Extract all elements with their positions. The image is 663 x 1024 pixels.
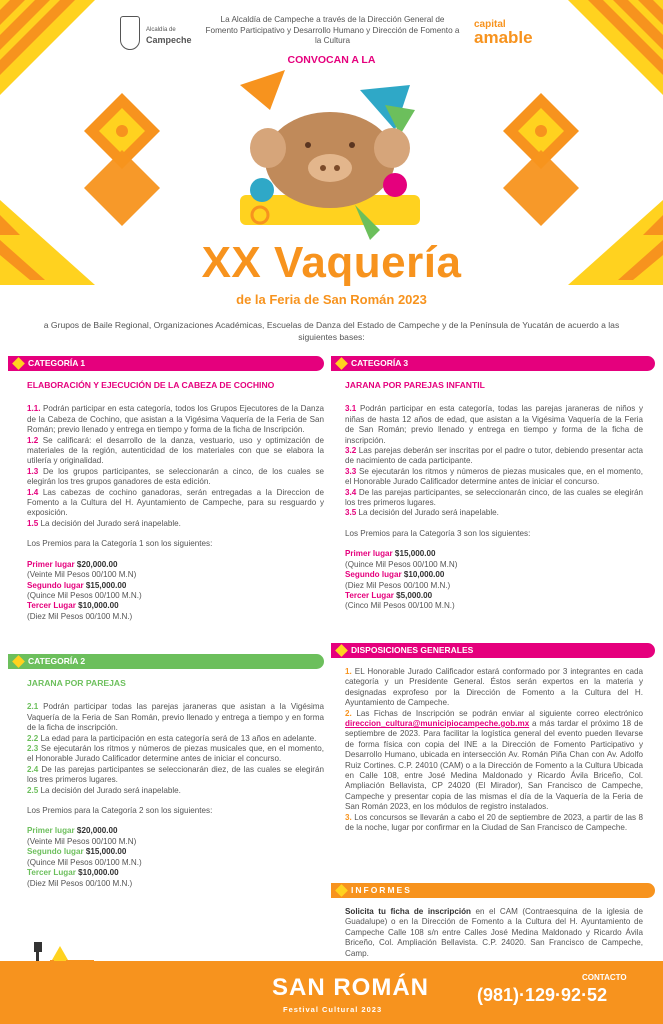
cat3-prize-label: Tercer Lugar xyxy=(345,590,394,600)
cat1-item-number: 1.2 xyxy=(27,435,39,445)
cat1-prize-words: (Veinte Mil Pesos 00/100 M.N) xyxy=(27,570,137,580)
alcaldia-name: Campeche xyxy=(146,35,192,45)
cat1-item-number: 1.4 xyxy=(27,487,39,497)
cat3-prize xyxy=(345,591,643,601)
disposicion-1-number: 1. xyxy=(345,667,352,676)
informes-bar xyxy=(331,883,655,898)
category-2-subtitle: JARANA POR PAREJAS xyxy=(27,678,126,688)
intro-text: a Grupos de Baile Regional, Organizaciones Académicas, Escuelas de Danza del Estado de Campeche y de la Península de Yucatán de acuerdo a las siguientes bases: xyxy=(43,320,620,342)
cat1-prize xyxy=(27,560,324,570)
alcaldia-logo xyxy=(112,16,202,56)
cat3-prize-amount: $5,000.00 xyxy=(393,590,433,600)
cat1-item xyxy=(27,467,324,488)
cat1-prize xyxy=(27,601,324,611)
category-1-premios: Los Premios para la Categoría 1 son los siguientes: xyxy=(27,539,213,549)
disposicion-2-text-b: a más tardar el próximo 18 de septiembre de 2023. Para facilitar la logística general del evento pueden llevarse de forma física con copia del INE a la Dirección de Fomento Participativo y Desarrollo Humano, ubicada en intersección Av. Román Piña Chan con Av. Adolfo Ruiz Cortines. C.P. 24010 (CAM) o a la Dirección de Fomento a la Cultura Ubicada en Calle 108, entre José Medina Maldonado y Ricardo Ávila Briceño, Col. Ampliación Bellavista, CP 24020 (El Mirador), San Francisco de Campeche, Campeche y presentar copia de las mismas el día de la Vaquería de la Feria de San Román 2023, en los módulos de registro instalados. xyxy=(345,719,643,812)
cat1-prize-label: Segundo lugar xyxy=(27,580,84,590)
cat2-item xyxy=(27,734,324,744)
diamond-icon xyxy=(335,357,348,370)
category-3-subtitle: JARANA POR PAREJAS INFANTIL xyxy=(345,380,485,390)
cat3-prize-label: Primer lugar xyxy=(345,549,393,559)
alcaldia-small-text: Alcaldía de xyxy=(146,27,176,33)
cat3-item-text: Podrán participar en esta categoría, todas las parejas jaraneras de niños y niñas de hasta 12 años de edad, que asistan a la Vigésima Vaquería de la Feria de San Román; previo llenado y entrega en tiempo y forma de la ficha de inscripción. xyxy=(345,404,643,445)
cat2-item xyxy=(27,786,324,796)
top-right-flag-icon xyxy=(568,0,663,95)
disposicion-1 xyxy=(345,667,643,709)
disposicion-3-number: 3. xyxy=(345,812,352,822)
festival-text: Festival Cultural 2023 xyxy=(283,1005,383,1014)
convocan-heading: CONVOCAN A LA xyxy=(287,54,376,66)
category-1-content xyxy=(27,380,324,622)
cat3-item xyxy=(345,446,643,467)
cat3-item-number: 3.2 xyxy=(345,446,357,456)
disposicion-3-text: Los concursos se llevarán a cabo el 20 de septiembre de 2023, a partir de las 8 de la noche, lugar por confirmar en la Ciudad de San Francisco de Campeche. xyxy=(345,812,643,833)
cat2-item-number: 2.3 xyxy=(27,744,39,754)
category-2-content xyxy=(27,678,324,889)
cat1-item xyxy=(27,488,324,519)
san-roman-logo: SAN ROMÁN xyxy=(272,974,429,1001)
cat2-prize-amount: $20,000.00 xyxy=(74,826,118,836)
cat3-prize-words: (Quince Mil Pesos 00/100 M.N) xyxy=(345,559,458,569)
disposiciones-bar xyxy=(331,643,655,658)
category-1-subtitle: ELABORACIÓN Y EJECUCIÓN DE LA CABEZA DE COCHINO xyxy=(27,380,275,390)
cat2-item-number: 2.2 xyxy=(27,733,39,743)
cat3-item-number: 3.5 xyxy=(345,508,357,518)
cat3-prize-label: Segundo lugar xyxy=(345,570,402,580)
cat1-item-text: De los grupos participantes, se seleccionarán a cinco, de los cuales se elegirán los tres grupos ganadores de esta edición. xyxy=(27,466,324,487)
cat3-item xyxy=(345,404,643,446)
cat2-item-number: 2.5 xyxy=(27,785,39,795)
cat1-item-text: La decisión del Jurado será inapelable. xyxy=(38,518,181,528)
cat2-item-number: 2.4 xyxy=(27,764,39,774)
disposicion-2 xyxy=(345,709,643,813)
organizer-text: La Alcaldía de Campeche a través de la Dirección General de Fomento Participativo y Desarrollo Humano y Dirección de Fomento a la Cultura xyxy=(205,15,460,45)
cat2-item xyxy=(27,765,324,786)
informes-lead: Solicita tu ficha de inscripción xyxy=(345,907,471,916)
cat3-item-number: 3.1 xyxy=(345,404,357,414)
category-2-prizes xyxy=(27,826,324,888)
cat2-prize-words: (Diez Mil Pesos 00/100 M.N.) xyxy=(27,878,133,888)
cat2-prize xyxy=(27,847,324,857)
category-3-premios: Los Premios para la Categoría 3 son los siguientes: xyxy=(345,528,531,538)
disposicion-2-text-a: Las Fichas de Inscripción se podrán enviar al siguiente correo electrónico xyxy=(351,708,643,718)
footer xyxy=(0,961,663,1024)
cat2-item-text: La decisión del Jurado será inapelable. xyxy=(38,785,181,795)
cat1-item-text: Las cabezas de cochino ganadoras, serán entregadas a la Direccion de Fomento a la Cultura del H. Ayuntamiento de Campeche, para su resguardo y exposición. xyxy=(27,487,324,518)
cat1-item-number: 1.3 xyxy=(27,466,39,476)
cat3-prize-amount: $10,000.00 xyxy=(401,570,445,580)
phone-number[interactable]: (981)·129·92·52 xyxy=(477,985,608,1005)
cat2-prize-label: Tercer Lugar xyxy=(27,868,76,878)
contacto-label: CONTACTO xyxy=(582,973,627,982)
cat3-prize-words: (Cinco Mil Pesos 00/100 M.N.) xyxy=(345,601,455,611)
informes-text: en el CAM (Contraesquina de la iglesia de Guadalupe) o en la Dirección de Fomento a la Cultura del H. Ayuntamiento de Campeche Calle 108 s/n entre Calles José Medina Maldonado y Ricardo Ávila Briceño, Col. Ampliación Bellavista. C.P. 24020. San Francisco de Campeche, Camp. xyxy=(345,907,643,958)
right-diamond-pattern-icon xyxy=(503,93,579,226)
diamond-icon xyxy=(12,655,25,668)
cat3-prize xyxy=(345,570,643,580)
cat2-item xyxy=(27,744,324,765)
capital-amable-logo xyxy=(474,20,554,46)
cat2-item-text: De las parejas participantes se seleccionarán diez, de las cuales se elegirán los tres primeros lugares. xyxy=(27,764,324,785)
cat3-prize xyxy=(345,549,643,559)
cat2-prize-words: (Veinte Mil Pesos 00/100 M.N) xyxy=(27,836,137,846)
diamond-icon xyxy=(335,884,348,897)
crest-icon xyxy=(120,16,140,50)
cat3-prize-amount: $15,000.00 xyxy=(392,549,436,559)
cat3-item-text: La decisión del Jurado será inapelable. xyxy=(356,508,499,518)
disposicion-3 xyxy=(345,813,643,834)
cat2-prize-words: (Quince Mil Pesos 00/100 M.N.) xyxy=(27,857,142,867)
disposicion-1-text: EL Honorable Jurado Calificador estará conformado por 3 integrantes en cada categoría y un Presidente General. Éstos serán expertos en la materia y designadas exprofeso por la Dirección de Fomento a la Cultura del H. Ayuntamiento de Campeche. xyxy=(345,667,643,708)
category-3-prizes xyxy=(345,549,643,611)
category-2-premios: Los Premios para la Categoría 2 son los siguientes: xyxy=(27,806,213,816)
cat2-item-text: La edad para la participación en esta categoría será de 13 años en adelante. xyxy=(38,733,317,743)
email-link[interactable]: direccion_cultura@municipiocampeche.gob.mx xyxy=(345,719,530,729)
cat1-prize-label: Primer lugar xyxy=(27,559,75,569)
diamond-icon xyxy=(335,644,348,657)
cat1-prize-label: Tercer Lugar xyxy=(27,601,76,611)
category-2-bar xyxy=(8,654,324,669)
cat1-item-text: Se calificará: el desarrollo de la danza, vestuario, uso y optimización de materiales de la región, autenticidad de los materiales con que se elabora la utilería y originalidad. xyxy=(27,435,324,466)
cat1-item-text: Podrán participar en esta categoría, todos los Grupos Ejecutores de la Danza de la Cabeza de Cochino, que asistan a la Vigésima Vaquería de la Feria de San Román; previo llenado y entrega en tiempo y forma de la ficha de Inscripción. xyxy=(27,404,324,435)
category-3-content xyxy=(345,380,643,612)
category-1-label: CATEGORÍA 1 xyxy=(28,358,86,368)
cat1-item xyxy=(27,436,324,467)
informes-content xyxy=(345,907,643,959)
cat1-prize-words: (Diez Mil Pesos 00/100 M.N.) xyxy=(27,611,133,621)
cat3-item xyxy=(345,488,643,509)
cat1-prize-words: (Quince Mil Pesos 00/100 M.N.) xyxy=(27,590,142,600)
cat1-prize-amount: $10,000.00 xyxy=(75,601,119,611)
cat1-item xyxy=(27,404,324,435)
category-1-items xyxy=(27,404,324,529)
cat1-prize xyxy=(27,581,324,591)
category-2-label: CATEGORÍA 2 xyxy=(28,656,86,666)
event-title: XX Vaquería xyxy=(201,238,462,287)
cat2-prize-label: Segundo lugar xyxy=(27,847,84,857)
cat2-prize xyxy=(27,826,324,836)
cat3-item-number: 3.3 xyxy=(345,466,357,476)
disposiciones-label: DISPOSICIONES GENERALES xyxy=(351,645,474,655)
cat2-item-text: Se ejecutarán los ritmos y números de piezas musicales que, en el momento, el Honorable Jurado Calificador determine antes de iniciar el concurso. xyxy=(27,744,324,764)
cat3-item xyxy=(345,467,643,488)
event-subtitle: de la Feria de San Román 2023 xyxy=(236,292,427,307)
category-2-items xyxy=(27,702,324,796)
informes-label: INFORMES xyxy=(351,885,412,895)
cat2-item-text: Podrán participar todas las parejas jaraneras que asistan a la Vigésima Vaquería de la Feria de San Román, previo llenado y entrega a tiempo y en forma de la ficha de inscripción. xyxy=(27,702,324,733)
cat2-prize-label: Primer lugar xyxy=(27,826,75,836)
cat3-item xyxy=(345,508,643,518)
cat1-prize-amount: $20,000.00 xyxy=(74,559,118,569)
cat2-item-number: 2.1 xyxy=(27,702,39,712)
cat3-item-text: Las parejas deberán ser inscritas por el padre o tutor, debiendo presentar acta de nacimiento de cada participante. xyxy=(345,446,643,466)
cat3-prize-words: (Diez Mil Pesos 00/100 M.N.) xyxy=(345,580,451,590)
pig-head-illustration-icon xyxy=(240,70,420,240)
left-diamond-pattern-icon xyxy=(68,93,160,226)
cat2-prize-amount: $10,000.00 xyxy=(75,868,119,878)
cat2-item xyxy=(27,702,324,733)
category-3-bar xyxy=(331,356,655,371)
cat1-item-number: 1.1. xyxy=(27,404,41,414)
diamond-icon xyxy=(12,357,25,370)
amable-text: amable xyxy=(474,28,533,47)
category-1-bar xyxy=(8,356,324,371)
category-3-items xyxy=(345,404,643,518)
cat2-prize-amount: $15,000.00 xyxy=(83,847,127,857)
cat1-prize-amount: $15,000.00 xyxy=(83,580,127,590)
cat1-item xyxy=(27,519,324,529)
category-1-prizes xyxy=(27,560,324,622)
cat1-item-number: 1.5 xyxy=(27,518,39,528)
cat3-item-text: De las parejas participantes, se seleccionarán cinco, de las cuales se elegirán los tres primeros lugares. xyxy=(345,487,643,508)
capital-text: capital xyxy=(474,19,506,30)
top-left-flag-icon xyxy=(0,0,95,95)
cat3-item-number: 3.4 xyxy=(345,487,357,497)
disposicion-2-number: 2. xyxy=(345,708,352,718)
cat2-prize xyxy=(27,868,324,878)
disposiciones-content xyxy=(345,667,643,834)
category-3-label: CATEGORÍA 3 xyxy=(351,358,409,368)
cat3-item-text: Se ejecutarán los ritmos y números de piezas musicales que, en el momento, el Honorable Jurado Calificador determine antes de iniciar el concurso. xyxy=(345,466,643,487)
